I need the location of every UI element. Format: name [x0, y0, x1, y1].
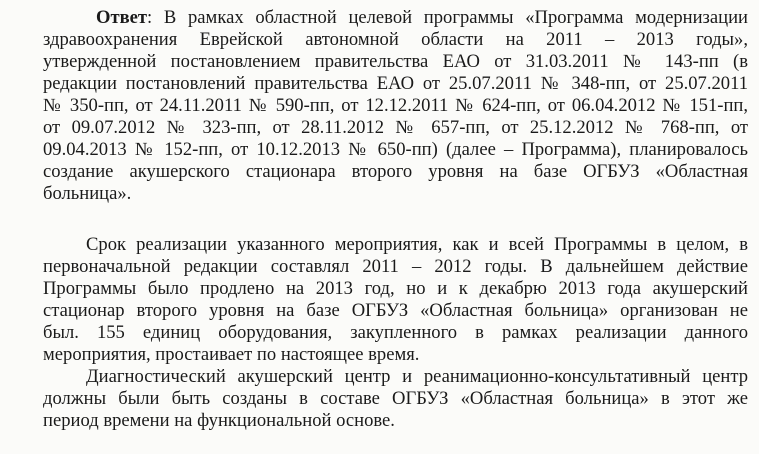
- answer-label: Ответ: [96, 7, 148, 28]
- paragraph-2-line-3: Программы было продлено на 2013 год, но и к декабрю 2013 года акушерский: [43, 278, 748, 299]
- paragraph-2-line-2: первоначальной редакции составлял 2011 – 2012 годы. В дальнейшем действие: [43, 256, 748, 277]
- paragraph-1-line-8: создание акушерского стационара второго уровня на базе ОГБУЗ «Областная: [43, 161, 748, 182]
- paragraph-3-line-3: период времени на функциональной основе.: [43, 410, 395, 431]
- paragraph-1-line-3: утвержденной постановлением правительства ЕАО от 31.03.2011 № 143-пп (в: [43, 51, 748, 72]
- paragraph-1-line-6: от 09.07.2012 № 323-пп, от 28.11.2012 № 657-пп, от 25.12.2012 № 768-пп, от: [43, 117, 748, 138]
- paragraph-1-line-9: больница».: [43, 183, 132, 204]
- paragraph-2-line-4: стационар второго уровня на базе ОГБУЗ «Областная больница» организован не: [43, 300, 748, 321]
- paragraph-1-line-1-text: : В рамках областной целевой программы «Программа модернизации: [147, 7, 748, 28]
- paragraph-3-line-2: должны были быть созданы в составе ОГБУЗ «Областная больница» в этот же: [43, 388, 748, 409]
- paragraph-2-line-6: мероприятия, простаивает по настоящее время.: [43, 344, 420, 365]
- paragraph-1-line-1: [96, 7, 748, 28]
- paragraph-1-line-4: редакции постановлений правительства ЕАО от 25.07.2011 № 348-пп, от 25.07.2011: [43, 73, 748, 94]
- paragraph-1-line-5: № 350-пп, от 24.11.2011 № 590-пп, от 12.12.2011 № 624-пп, от 06.04.2012 № 151-пп,: [43, 95, 748, 116]
- paragraph-1-line-7: 09.04.2013 № 152-пп, от 10.12.2013 № 650-пп) (далее – Программа), планировалось: [43, 139, 748, 160]
- paragraph-1-line-2: здравоохранения Еврейской автономной области на 2011 – 2013 годы»,: [43, 29, 748, 50]
- paragraph-2-line-1: Срок реализации указанного мероприятия, как и всей Программы в целом, в: [86, 234, 748, 255]
- paragraph-2-line-5: был. 155 единиц оборудования, закупленного в рамках реализации данного: [43, 322, 748, 343]
- paragraph-3-line-1: Диагностический акушерский центр и реанимационно-консультативный центр: [86, 366, 748, 387]
